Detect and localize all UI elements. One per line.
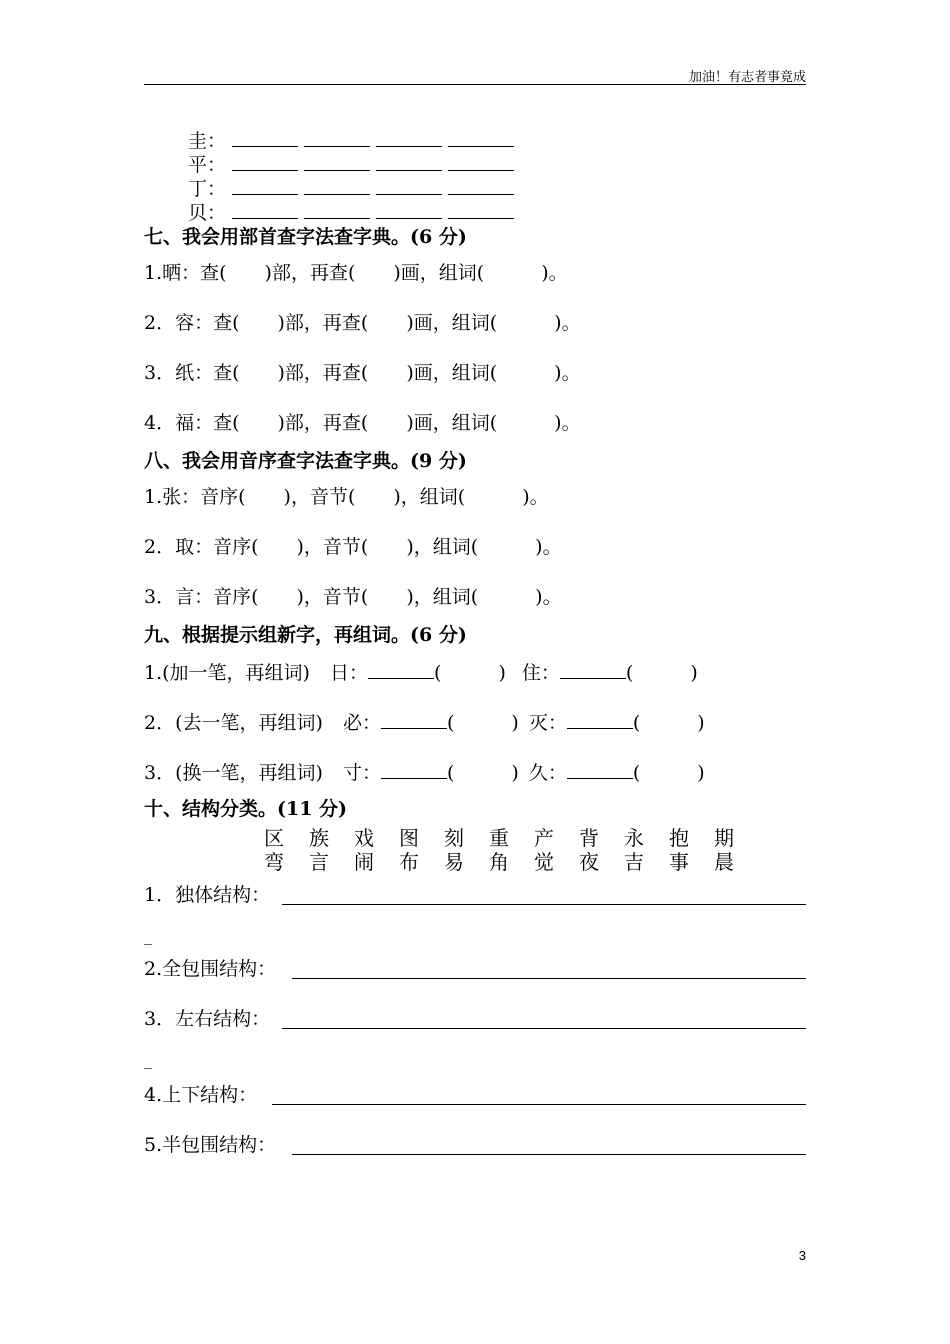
- answer-line[interactable]: [292, 1154, 806, 1155]
- section7-item: 3．纸：查( )部，再查( )画，组词( )。: [144, 362, 581, 384]
- answer-blank[interactable]: [304, 200, 370, 219]
- section8-title: 八、我会用音序查字法查字典。(9 分): [144, 450, 467, 472]
- section7-item: 4．福：查( )部，再查( )画，组词( )。: [144, 412, 581, 434]
- answer-blank[interactable]: [381, 760, 447, 779]
- page-number: 3: [798, 1248, 806, 1263]
- section9-item: 1.(加一笔，再组词) 日： ( ) 住： ( ): [144, 662, 698, 684]
- structure-label-4: 4.上下结构：: [144, 1084, 258, 1106]
- answer-line[interactable]: [272, 1104, 806, 1105]
- section7-item: 1.晒：查( )部，再查( )画，组词( )。: [144, 262, 568, 284]
- answer-blank[interactable]: [567, 710, 633, 729]
- answer-blank[interactable]: [232, 200, 298, 219]
- dash-mark: _: [144, 926, 152, 945]
- section8-item: 2．取：音序( )，音节( )，组词( )。: [144, 536, 562, 558]
- section9-item: 3．(换一笔，再组词) 寸： ( ) 久： ( ): [144, 762, 705, 784]
- section9-title: 九、根据提示组新字，再组词。(6 分): [144, 624, 467, 646]
- answer-blank[interactable]: [448, 152, 514, 171]
- dash-mark: _: [144, 1050, 152, 1069]
- section6-row: 平：: [188, 152, 520, 176]
- section7-item: 2．容：查( )部，再查( )画，组词( )。: [144, 312, 581, 334]
- header-rule: [144, 84, 806, 85]
- answer-blank[interactable]: [567, 760, 633, 779]
- structure-label-5: 5.半包围结构：: [144, 1134, 277, 1156]
- section6-row: 贝：: [188, 200, 520, 224]
- answer-blank[interactable]: [448, 200, 514, 219]
- answer-blank[interactable]: [304, 128, 370, 147]
- section8-item: 3．言：音序( )，音节( )，组词( )。: [144, 586, 562, 608]
- structure-label-1: 1．独体结构：: [144, 884, 271, 906]
- answer-blank[interactable]: [381, 710, 447, 729]
- answer-blank[interactable]: [376, 200, 442, 219]
- char-row-1: 区 族 戏 图 刻 重 产 背 永 抱 期: [264, 826, 734, 850]
- answer-blank[interactable]: [232, 152, 298, 171]
- answer-blank[interactable]: [368, 660, 434, 679]
- answer-line[interactable]: [282, 1028, 806, 1029]
- answer-blank[interactable]: [376, 152, 442, 171]
- answer-blank[interactable]: [304, 152, 370, 171]
- answer-blank[interactable]: [232, 128, 298, 147]
- section9-item: 2．(去一笔，再组词) 必： ( ) 灭： ( ): [144, 712, 705, 734]
- section7-title: 七、我会用部首查字法查字典。(6 分): [144, 226, 467, 248]
- section10-title: 十、结构分类。(11 分): [144, 798, 348, 820]
- section8-item: 1.张：音序( )，音节( )，组词( )。: [144, 486, 549, 508]
- char-row-2: 弯 言 闹 布 易 角 觉 夜 吉 事 晨: [264, 850, 734, 874]
- answer-blank[interactable]: [560, 660, 626, 679]
- answer-line[interactable]: [292, 978, 806, 979]
- answer-blank[interactable]: [448, 176, 514, 195]
- answer-blank[interactable]: [304, 176, 370, 195]
- section6-row: 圭：: [188, 128, 520, 152]
- answer-blank[interactable]: [232, 176, 298, 195]
- answer-blank[interactable]: [376, 176, 442, 195]
- answer-line[interactable]: [282, 904, 806, 905]
- answer-blank[interactable]: [376, 128, 442, 147]
- answer-blank[interactable]: [448, 128, 514, 147]
- structure-label-3: 3．左右结构：: [144, 1008, 271, 1030]
- structure-label-2: 2.全包围结构：: [144, 958, 277, 980]
- header-motto: 加油！有志者事竟成: [688, 70, 806, 85]
- section6-row: 丁：: [188, 176, 520, 200]
